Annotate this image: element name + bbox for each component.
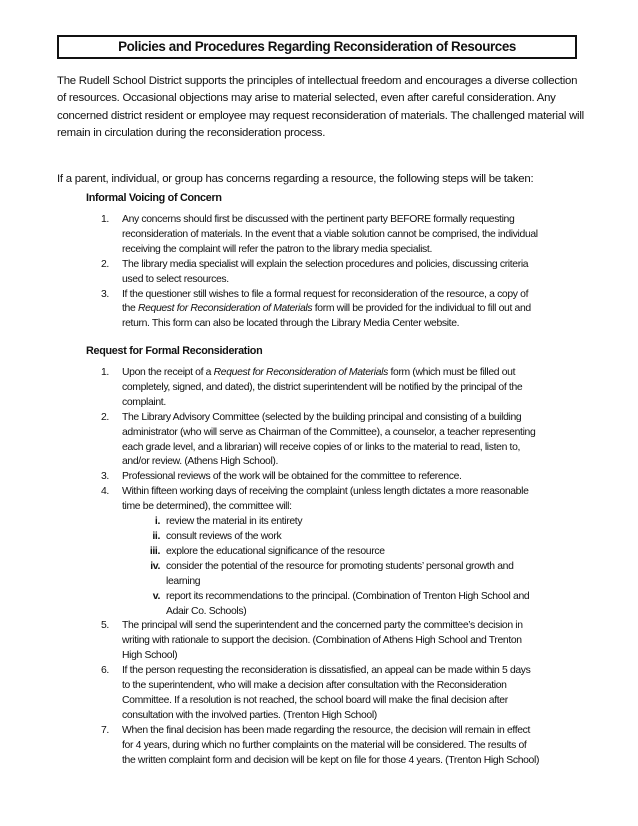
list-item [0, 411, 638, 471]
formal-list [0, 366, 638, 768]
list-item [0, 213, 638, 258]
item-text: When the final decision has been made regarding the resource, the decision will remain in effect for 4 years, during which no further complaints on the material will be considered. The results of the written complaint form and decision will be kept on file for those 4 years. (Trenton High School) [122, 724, 540, 766]
item-number: 4. [101, 486, 109, 498]
sub-item-number: i. [154, 516, 160, 528]
item-text: Within fifteen working days of receiving the complaint (unless length dictates a more reasonable time be determined), the committee will: [122, 486, 529, 513]
item-number: 2. [101, 258, 109, 270]
item-text: The library media specialist will explain the selection procedures and policies, discussing criteria used to select resources. [122, 258, 529, 285]
page-title: Policies and Procedures Regarding Reconsideration of Resources [57, 35, 577, 59]
formal-heading: Request for Formal Reconsideration [86, 345, 263, 357]
list-item [0, 258, 638, 288]
lead-paragraph: If a parent, individual, or group has concerns regarding a resource, the following steps will be taken: [57, 173, 534, 185]
sub-item-number: iv. [150, 560, 160, 572]
list-item [0, 366, 638, 411]
item-number: 1. [101, 367, 109, 378]
list-item [0, 470, 638, 485]
sub-list-item [0, 560, 638, 590]
item-number: 6. [101, 665, 109, 677]
item-number: 3. [101, 471, 109, 483]
intro-paragraph: The Rudell School District supports the principles of intellectual freedom and encourages a diverse collection of resources. Occasional objections may arise to material selected, even after careful consideration. Any concerned district resident or employee may request reconsideration of materials. The challenged material will remain in circulation during the reconsideration process. [57, 75, 584, 140]
sub-list-item [0, 530, 638, 545]
item-text: Upon the receipt of a Request for Reconsideration of Materials form (which must be filled out completely, signed, and dated), the district superintendent will be notified by the principal of the complaint. [122, 367, 523, 408]
sub-item-text: explore the educational significance of the resource [166, 545, 385, 557]
sub-item-text: review the material in its entirety [166, 516, 303, 528]
sub-item-number: v. [152, 590, 160, 602]
sub-item-text: consider the potential of the resource for promoting students’ personal growth and learning [166, 560, 514, 587]
item-text: Professional reviews of the work will be obtained for the committee to reference. [122, 471, 462, 483]
sub-list-item [0, 515, 638, 530]
sub-item-number: ii. [152, 530, 160, 542]
item-text: The principal will send the superintendent and the concerned party the committee’s decision in writing with rationale to support the decision. (Combination of Athens High School and Trenton High School) [122, 620, 523, 662]
list-item [0, 619, 638, 664]
form-title: Request for Reconsideration of Materials [137, 303, 313, 315]
list-item [0, 485, 638, 515]
list-item [0, 288, 638, 333]
informal-heading: Informal Voicing of Concern [86, 192, 222, 204]
sub-list-item [0, 545, 638, 560]
informal-list [0, 213, 638, 332]
item-text: Any concerns should first be discussed with the pertinent party BEFORE formally requesting reconsideration of materials. In the event that a viable solution cannot be comprised, the individual receiving the complaint will refer the patron to the library media specialist. [122, 214, 538, 255]
list-item [0, 724, 638, 769]
item-text: The Library Advisory Committee (selected by the building principal and consisting of a building administrator (who will serve as Chairman of the Committee), a counselor, a teacher representing each grade level, and a librarian) will receive copies of or links to the material to read, listen to, and/or review. (Athens High School). [122, 411, 536, 468]
item-number: 1. [101, 214, 109, 225]
item-text: If the questioner still wishes to file a formal request for reconsideration of the resource, a copy of the Request for Reconsideration of Materials form will be provided for the individual to fill out and return. This form can also be located through the Library Media Center website. [122, 288, 531, 330]
sub-item-text: consult reviews of the work [166, 530, 282, 542]
sub-item-text: report its recommendations to the principal. (Combination of Trenton High School and Adair Co. Schools) [166, 590, 530, 617]
sub-list-item [0, 590, 638, 620]
item-number: 2. [101, 411, 109, 423]
item-text: If the person requesting the reconsideration is dissatisfied, an appeal can be made within 5 days to the superintendent, who will make a decision after consultation with the Reconsideration Committee. If a resolution is not reached, the school board will make the final decision after consultation with the involved parties. (Trenton High School) [122, 665, 531, 721]
item-number: 7. [101, 724, 109, 736]
form-title: Request for Reconsideration of Materials [213, 367, 388, 378]
sub-item-number: iii. [149, 545, 160, 557]
list-item [0, 664, 638, 724]
item-number: 5. [101, 620, 109, 632]
item-number: 3. [101, 288, 109, 300]
